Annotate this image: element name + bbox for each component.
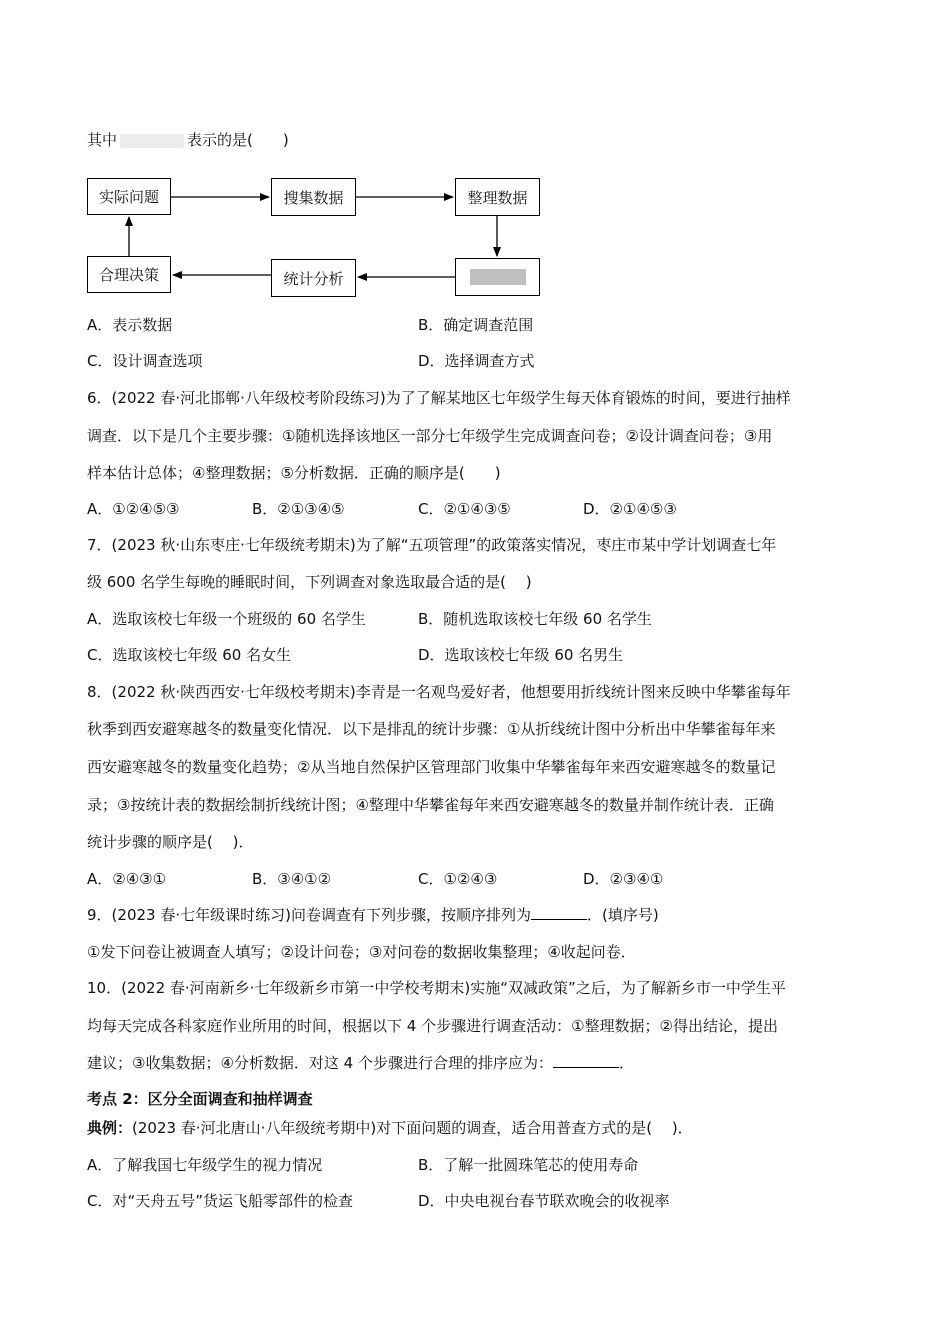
q7-line-1: 7．(2023 秋·山东枣庄·七年级统考期末)为了解“五项管理”的政策落实情况，枣庄市某中学计划调查七年: [87, 536, 777, 554]
example-label: 典例：: [87, 1119, 133, 1137]
flow-box-collect-data: 搜集数据: [271, 178, 356, 216]
q8-line-5: 统计步骤的顺序是( )．: [87, 833, 254, 851]
q6-line-1: 6．(2022 春·河北邯郸·八年级校考阶段练习)为了了解某地区七年级学生每天体育锻炼的时间，要进行抽样: [87, 389, 791, 407]
q7-option-b: B．随机选取该校七年级 60 名学生: [418, 610, 652, 628]
example-option-a: A．了解我国七年级学生的视力情况: [87, 1156, 323, 1174]
q5-prefix: 其中: [87, 131, 118, 149]
q7-option-a: A．选取该校七年级一个班级的 60 名学生: [87, 610, 366, 628]
flow-box-statistical-analysis: 统计分析: [271, 259, 356, 297]
q5-option-a: A．表示数据: [87, 316, 173, 334]
q8-line-4: 录；③按统计表的数据绘制折线统计图；④整理中华攀雀每年来西安避寒越冬的数量并制作统计表．正确: [87, 796, 774, 814]
q7-option-c: C．选取该校七年级 60 名女生: [87, 646, 292, 664]
flow-box-organize-data: 整理数据: [455, 178, 540, 216]
q8-line-1: 8．(2022 秋·陕西西安·七年级校考期末)李青是一名观鸟爱好者，他想要用折线统计图来反映中华攀雀每年: [87, 683, 791, 701]
q9-line-2: ①发下问卷让被调查人填写；②设计问卷；③对问卷的数据收集整理；④收起问卷．: [87, 943, 636, 961]
q6-option-b: B．②①③④⑤: [252, 500, 345, 518]
blurred-image: [120, 134, 184, 148]
example-option-d: D．中央电视台春节联欢晚会的收视率: [418, 1192, 670, 1210]
q6-line-2: 调查．以下是几个主要步骤：①随机选择该地区一部分七年级学生完成调查问卷；②设计调查问卷；③用: [87, 427, 773, 445]
q8-line-2: 秋季到西安避寒越冬的数量变化情况．以下是排乱的统计步骤：①从折线统计图中分析出中华攀雀每年来: [87, 720, 776, 738]
section-2-title: 考点 2：区分全面调查和抽样调查: [87, 1090, 313, 1108]
q9-answer-blank[interactable]: [531, 905, 587, 920]
q9-stem-end: ．(填序号): [586, 906, 659, 924]
q8-option-b: B．③④①②: [252, 870, 332, 888]
q8-option-a: A．②④③①: [87, 870, 167, 888]
q7-line-2: 级 600 名学生每晚的睡眠时间，下列调查对象选取最合适的是( ): [87, 573, 532, 591]
flow-box-hidden: [455, 258, 540, 296]
example-text: (2023 春·河北唐山·八年级统考期中)对下面问题的调查，适合用普查方式的是( )．: [132, 1119, 693, 1137]
q5-suffix: 表示的是( ): [187, 131, 289, 149]
gray-placeholder: [470, 269, 526, 285]
q9-line-1: [87, 905, 659, 925]
example-line: [87, 1118, 693, 1138]
q8-option-d: D．②③④①: [583, 870, 664, 888]
q10-stem: 建议；③收集数据；④分析数据．对这 4 个步骤进行合理的排序应为：: [87, 1054, 553, 1072]
q5-stem: [87, 130, 289, 150]
q5-option-d: D．选择调查方式: [418, 352, 535, 370]
q8-line-3: 西安避寒越冬的数量变化趋势；②从当地自然保护区管理部门收集中华攀雀每年来西安避寒越冬的数量记: [87, 758, 776, 776]
q7-option-d: D．选取该校七年级 60 名男生: [418, 646, 624, 664]
flow-box-actual-problem: 实际问题: [87, 178, 171, 215]
q6-line-3: 样本估计总体；④整理数据；⑤分析数据．正确的顺序是( ): [87, 464, 501, 482]
q10-stem-end: ．: [618, 1054, 634, 1072]
q10-answer-blank[interactable]: [553, 1053, 619, 1068]
q8-option-c: C．①②④③: [418, 870, 498, 888]
example-option-b: B．了解一批圆珠笔芯的使用寿命: [418, 1156, 639, 1174]
q5-option-c: C．设计调查选项: [87, 352, 203, 370]
q6-option-c: C．②①④③⑤: [418, 500, 511, 518]
q10-line-2: 均每天完成各科家庭作业所用的时间，根据以下 4 个步骤进行调查活动：①整理数据；②得出结论，提出: [87, 1017, 778, 1035]
q5-option-b: B．确定调查范围: [418, 316, 534, 334]
example-option-c: C．对“天舟五号”货运飞船零部件的检查: [87, 1192, 354, 1210]
q10-line-3: [87, 1053, 634, 1073]
flow-box-reasonable-decision: 合理决策: [87, 256, 171, 293]
q9-stem: 9．(2023 春·七年级课时练习)问卷调查有下列步骤，按顺序排列为: [87, 906, 531, 924]
q10-line-1: 10．(2022 春·河南新乡·七年级新乡市第一中学校考期末)实施“双减政策”之后，为了解新乡市一中学生平: [87, 979, 786, 997]
q6-option-a: A．①②④⑤③: [87, 500, 180, 518]
q6-option-d: D．②①④⑤③: [583, 500, 677, 518]
